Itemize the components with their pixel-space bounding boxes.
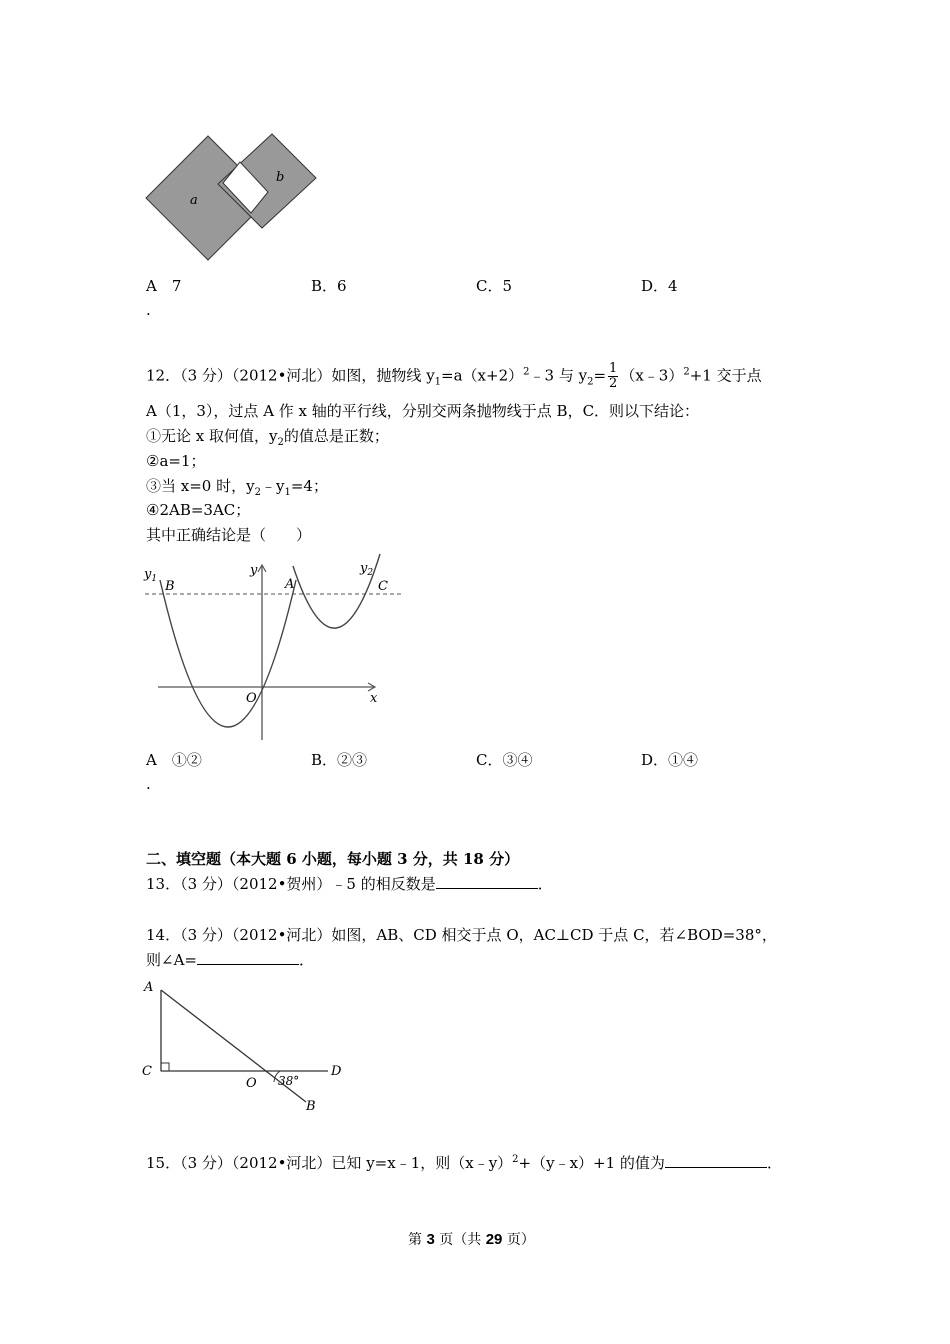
label-O: O: [246, 691, 257, 706]
label-A: A: [144, 980, 154, 995]
q11-option-b[interactable]: B．6: [311, 277, 347, 295]
label-a: a: [190, 193, 198, 208]
q14-triangle-figure: [138, 976, 358, 1118]
section-heading-fill-in: 二、填空题（本大题 6 小题，每小题 3 分，共 18 分）: [146, 850, 520, 868]
label-y: y: [250, 563, 258, 578]
q12-parabola-figure: [140, 552, 405, 744]
label-A: A: [285, 577, 295, 592]
q14-line2: 则∠A= ．: [146, 951, 314, 969]
q11-option-a[interactable]: A 7: [146, 277, 182, 295]
label-y2: $y_2$: [360, 561, 374, 578]
label-C: C: [378, 579, 388, 594]
label-y1: $y_1$: [144, 567, 158, 584]
q13-text: 13．（3 分）（2012•贺州）﹣5 的相反数是 ．: [146, 875, 553, 893]
q11-squares-figure: [140, 128, 325, 268]
label-x: x: [370, 691, 378, 706]
label-D: D: [331, 1064, 342, 1079]
q15-text: 15．（3 分）（2012•河北）已知 y=x﹣1，则（x﹣y）$^2$+（y﹣x）+1 的值为 ．: [146, 1154, 782, 1172]
q11-option-c[interactable]: C．5: [476, 277, 513, 295]
label-C: C: [142, 1064, 152, 1079]
page-number: 3: [426, 1231, 435, 1248]
label-B: B: [165, 579, 175, 594]
q12-statement-2: ②a=1；: [146, 452, 206, 470]
fraction-one-half: $\frac{1}{2}$: [609, 361, 618, 391]
q12-option-b[interactable]: B．②③: [311, 751, 368, 769]
q11-option-d[interactable]: D．4: [641, 277, 678, 295]
label-O: O: [246, 1076, 257, 1091]
q12-option-a[interactable]: A ①②: [146, 751, 202, 769]
q11-dot: .: [146, 301, 151, 319]
q12-line1: 12．（3 分）（2012•河北）如图，抛物线 $y_1=a(x+2)^2﹣3$ 与 $y_2=$ $\frac{1}{2}$ （x﹣3）$^2$+1 交于点: [146, 361, 762, 391]
q14-answer-blank[interactable]: [197, 950, 299, 965]
parabola-y1: [160, 580, 296, 727]
total-pages: 29: [485, 1231, 503, 1248]
q12-dot: .: [146, 775, 151, 793]
q12-statement-4: ④2AB=3AC；: [146, 501, 251, 519]
q12-option-d[interactable]: D．①④: [641, 751, 699, 769]
q15-answer-blank[interactable]: [665, 1153, 767, 1168]
q12-line2: A（1，3），过点 A 作 x 轴的平行线，分别交两条抛物线于点 B，C．则以下结论：: [146, 402, 700, 420]
page-footer: 第 3 页（共 29 页）: [408, 1231, 535, 1248]
q12-statement-3: ③当 x=0 时，$y_2﹣y_1=4$；: [146, 477, 328, 498]
q12-statement-1: ①无论 x 取何值，$y_2$的值总是正数；: [146, 427, 389, 448]
q14-line1: 14．（3 分）（2012•河北）如图，AB、CD 相交于点 O，AC⊥CD 于点 C，若∠BOD=38°，: [146, 926, 777, 944]
label-38-degrees: 38°: [278, 1074, 300, 1088]
right-angle-mark: [161, 1063, 169, 1071]
q12-question: 其中正确结论是（ ）: [146, 526, 312, 544]
label-B: B: [306, 1099, 316, 1114]
q13-answer-blank[interactable]: [436, 874, 538, 889]
q12-option-c[interactable]: C．③④: [476, 751, 533, 769]
label-b: b: [276, 170, 285, 185]
